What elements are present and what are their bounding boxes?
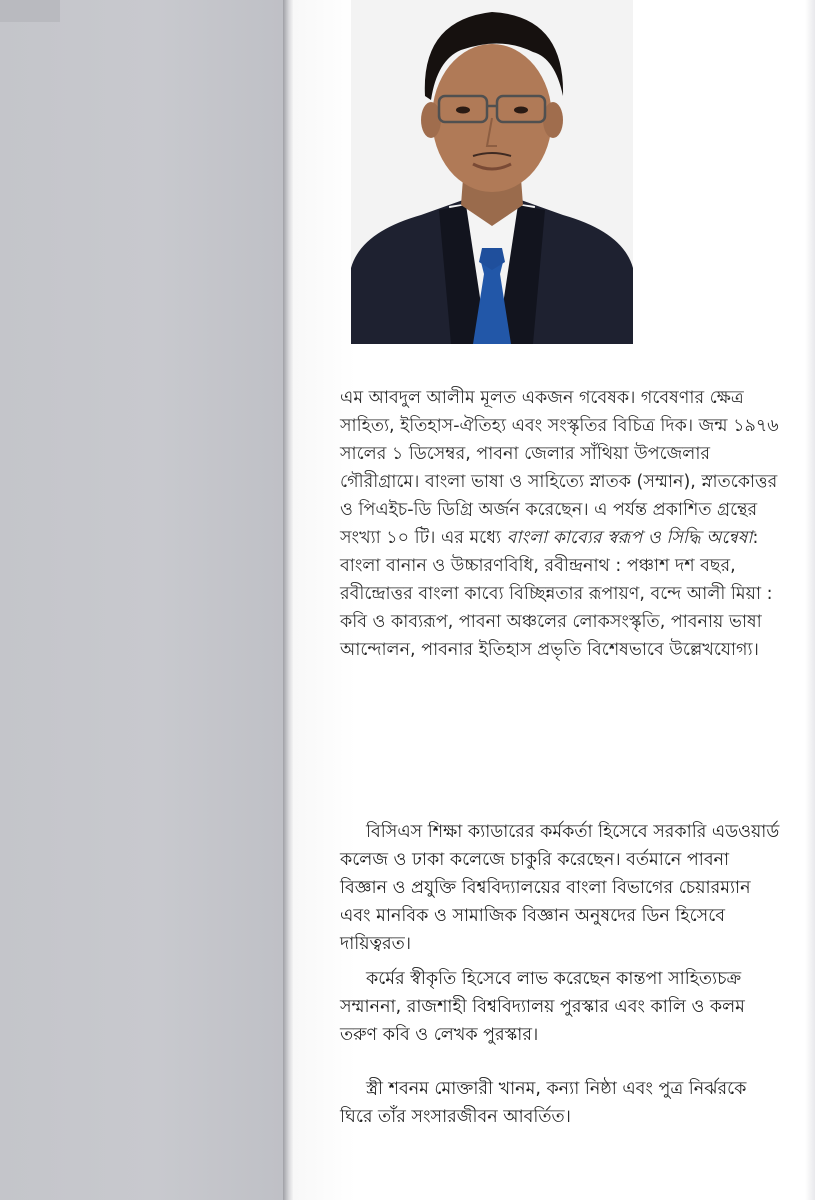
book-title-8: পাবনার ইতিহাস — [421, 640, 532, 660]
bio-separator: : — [752, 528, 759, 548]
book-title-3: রবীন্দ্রনাথ : পঞ্চাশ দশ বছর — [544, 556, 731, 576]
bio-separator: , — [410, 640, 422, 660]
bio-separator: , — [730, 556, 736, 576]
bio-separator: , — [533, 556, 545, 576]
book-title-7: পাবনায় ভাষা আন্দোলন — [340, 612, 762, 660]
bio-paragraph-career: বিসিএস শিক্ষা ক্যাডারের কর্মকর্তা হিসেবে সরকারি এডওয়ার্ড কলেজ ও ঢাকা কলেজে চাকুরি করেছেন। বর্তমানে পাবনা বিজ্ঞান ও প্রযুক্তি বিশ্ববিদ্যালয়ের বাংলা বিভাগের চেয়ারম্যান এবং মানবিক ও সামাজিক বিজ্ঞান অনুষদের ডিন হিসেবে দায়িত্বরত। — [340, 822, 780, 954]
cover-corner — [0, 0, 60, 22]
author-portrait-image — [351, 0, 633, 344]
back-cover-panel — [0, 0, 283, 1200]
bio-separator: , — [639, 584, 651, 604]
book-title-6: পাবনা অঞ্চলের লোকসংস্কৃতি — [458, 612, 660, 632]
spine-fold — [283, 0, 293, 1200]
bio-paragraph-family: স্ত্রী শবনম মোক্তারী খানম, কন্যা নিষ্ঠা এবং পুত্র নির্ঝরকে ঘিরে তাঁর সংসারজীবন আবর্তিত। — [340, 1079, 747, 1127]
bio-intro-tail: প্রভৃতি বিশেষভাবে উল্লেখযোগ্য। — [531, 640, 759, 660]
book-title-1: বাংলা কাব্যের স্বরূপ ও সিদ্ধি অন্বেষা — [506, 528, 753, 548]
page-edge — [805, 0, 815, 1200]
bio-paragraph-awards: কর্মের স্বীকৃতি হিসেবে লাভ করেছেন কান্তপা সাহিত্যচক্র সম্মাননা, রাজশাহী বিশ্ববিদ্যালয় পুরস্কার এবং কালি ও কলম তরুণ কবি ও লেখক পুরস্কার। — [340, 969, 745, 1045]
book-title-5: বন্দে আলী মিয়া : কবি ও কাব্যরূপ — [340, 584, 773, 632]
book-title-2: বাংলা বানান ও উচ্চারণবিধি — [340, 556, 534, 576]
bio-separator: , — [447, 612, 459, 632]
bio-intro-text: এম আবদুল আলীম মূলত একজন গবেষক। গবেষণার ক্ষেত্র সাহিত্য, ইতিহাস-ঐতিহ্য এবং সংস্কৃতির বিচিত্র দিক। জন্ম ১৯৭৬ সালের ১ ডিসেম্বর, পাবনা জেলার সাঁথিয়া উপজেলার গৌরীগ্রামে। বাংলা ভাষা ও সাহিত্যে স্নাতক (সম্মান), স্নাতকোত্তর ও পিএইচ-ডি ডিগ্রি অর্জন করেছেন। এ পর্যন্ত প্রকাশিত গ্রন্থের সংখ্যা ১০ টি। এর মধ্যে — [340, 388, 779, 548]
bio-separator: , — [659, 612, 671, 632]
book-title-4: রবীন্দ্রোত্তর বাংলা কাব্যে বিচ্ছিন্নতার রূপায়ণ — [340, 584, 640, 604]
author-photo — [351, 0, 633, 344]
bio-paragraph-intro — [340, 384, 780, 664]
